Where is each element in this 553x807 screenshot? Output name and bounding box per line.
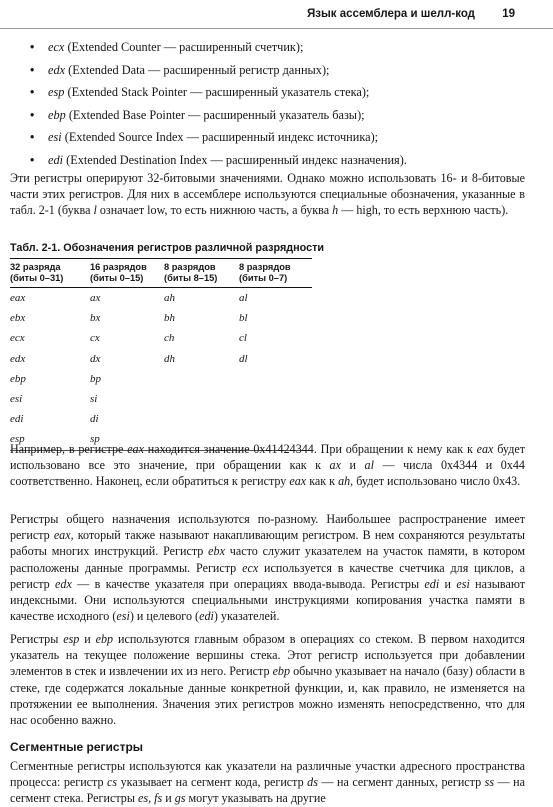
- column-header-16bit: 16 разрядов (биты 0–15): [90, 259, 164, 288]
- table-row: [10, 328, 312, 348]
- table-row: [10, 369, 312, 389]
- register-description: (Extended Base Pointer — расширенный указатель базы);: [65, 107, 365, 122]
- table-row: [10, 349, 312, 369]
- table-cell: cx: [90, 332, 100, 345]
- table-cell: [239, 369, 312, 389]
- table-cell: edi: [10, 413, 24, 426]
- register-description: (Extended Source Index — расширенный индекс источника);: [61, 130, 379, 145]
- running-title: Язык ассемблера и шелл-код: [307, 8, 475, 20]
- register-name: esp: [48, 85, 65, 100]
- bullet-icon: •: [30, 62, 35, 77]
- table-cell: esp: [10, 429, 90, 450]
- register-name: ebp: [48, 107, 66, 122]
- table-cell: [164, 369, 239, 389]
- table-cell: dl: [239, 352, 248, 365]
- table-header-row: [10, 259, 312, 288]
- table-cell: esi: [10, 393, 23, 406]
- table-row: [10, 389, 312, 409]
- table-cell: dx: [90, 352, 101, 365]
- register-name: edx: [48, 62, 66, 77]
- register-bullet-list: [30, 36, 530, 172]
- bullet-icon: •: [30, 152, 35, 167]
- list-item: [30, 36, 530, 59]
- column-header-32bit: 32 разряда (биты 0–31): [10, 259, 90, 288]
- list-item: [30, 149, 530, 172]
- bullet-icon: •: [30, 130, 35, 145]
- paragraph-segment-registers: Сегментные регистры используются как указатели на различные участки адресного пространства процесса: регистр cs указывает на сегмент кода, регистр ds — на сегмент данных, регистр ss — на сегмент стека. Регистры es, fs и gs могут указывать на другие: [10, 759, 526, 806]
- table-cell: ecx: [10, 332, 25, 345]
- table-cell: [239, 409, 312, 429]
- bullet-icon: •: [30, 40, 35, 54]
- table-cell: bl: [239, 312, 248, 325]
- table-caption: Табл. 2-1. Обозначения регистров различной разрядности: [10, 242, 325, 254]
- paragraph-stack-registers: Регистры esp и ebp используются главным образом в операциях со стеком. В первом находится указатель на текущее положение вершины стека. Этот регистр используется при добавлении элементов в стек и извлечении их из него. Регистр ebp обычно указывает на начало (базу) области в стеке, где содержатся локальные данные конкретной функции, и, как правило, не изменяется на протяжении ее выполнения. Значения этих регистров можно изменять непосредственно, что для нас особенно важно.: [10, 632, 525, 728]
- table-cell: ebp: [10, 372, 26, 385]
- table-cell: [164, 409, 239, 429]
- register-description: (Extended Stack Pointer — расширенный указатель стека);: [64, 85, 370, 100]
- paragraph-general-registers: Регистры общего назначения используются по-разному. Наибольшее распространение имеет регистр eax, который также называют накапливающим регистром. В нем сохраняются результаты работы многих инструкций. Регистр ebx часто служит указателем на участок памяти, в котором расположены данные программы. Регистр ecx используется в качестве счетчика для циклов, а регистр edx — в качестве указателя при операциях ввода-вывода. Регистры edi и esi называют индексными. Они используются специальными инструкциями копирования участка памяти в качестве исходного (esi) и целевого (edi) указателей.: [10, 512, 525, 624]
- column-header-8bit-low: 8 разрядов (биты 0–7): [239, 259, 312, 288]
- register-description: (Extended Counter — расширенный счетчик);: [64, 40, 304, 54]
- bullet-icon: •: [30, 85, 35, 100]
- table-cell: ch: [164, 332, 175, 345]
- table-cell: bp: [90, 372, 101, 385]
- table-cell: cl: [239, 332, 247, 345]
- list-item: [30, 59, 530, 82]
- table-cell: bh: [164, 312, 175, 325]
- register-name: edi: [48, 152, 64, 167]
- table-row: [10, 288, 312, 309]
- page-number: 19: [502, 8, 515, 20]
- paragraph-eax-example: Например, в регистре eax находится значение 0x41424344. При обращении к нему как к eax будет использовано все это значение, при обращении как к ax и al — числа 0x4344 и 0x44 соответственно. Наконец, если обратиться к регистру eax как к ah, будет использовано число 0x43.: [10, 442, 525, 489]
- table-cell: di: [90, 413, 99, 426]
- table-cell: ax: [90, 292, 101, 305]
- bullet-icon: •: [30, 107, 35, 122]
- list-item: [30, 104, 530, 127]
- table-cell: ebx: [10, 312, 26, 325]
- section-heading: Сегментные регистры: [10, 740, 144, 754]
- paragraph-register-parts: Эти регистры оперируют 32-битовыми значениями. Однако можно использовать 16- и 8-битовые части этих регистров. Для них в ассемблере используются специальные обозначения, указанные в табл. 2-1 (буква l означает low, то есть нижнюю часть, а буква h — high, то есть верхнюю часть).: [10, 171, 525, 218]
- table-cell: bx: [90, 312, 101, 325]
- table-row: [10, 308, 312, 328]
- list-item: [30, 126, 530, 149]
- column-header-8bit-high: 8 разрядов (биты 8–15): [164, 259, 239, 288]
- table-cell: ah: [164, 292, 175, 305]
- register-name: ecx: [48, 40, 65, 54]
- table-cell: si: [90, 393, 98, 406]
- table-cell: sp: [90, 429, 164, 450]
- table-cell: [239, 389, 312, 409]
- list-item: [30, 81, 530, 104]
- register-description: (Extended Destination Index — расширенный индекс назначения).: [63, 152, 407, 167]
- register-name: esi: [48, 130, 62, 145]
- table-cell: al: [239, 292, 248, 305]
- table-cell: edx: [10, 352, 26, 365]
- table-row: [10, 409, 312, 429]
- table-cell: [164, 389, 239, 409]
- table-cell: eax: [10, 292, 26, 305]
- register-table: [10, 258, 312, 451]
- register-description: (Extended Data — расширенный регистр данных);: [65, 62, 330, 77]
- running-header: [0, 0, 553, 29]
- table-cell: dh: [164, 352, 175, 365]
